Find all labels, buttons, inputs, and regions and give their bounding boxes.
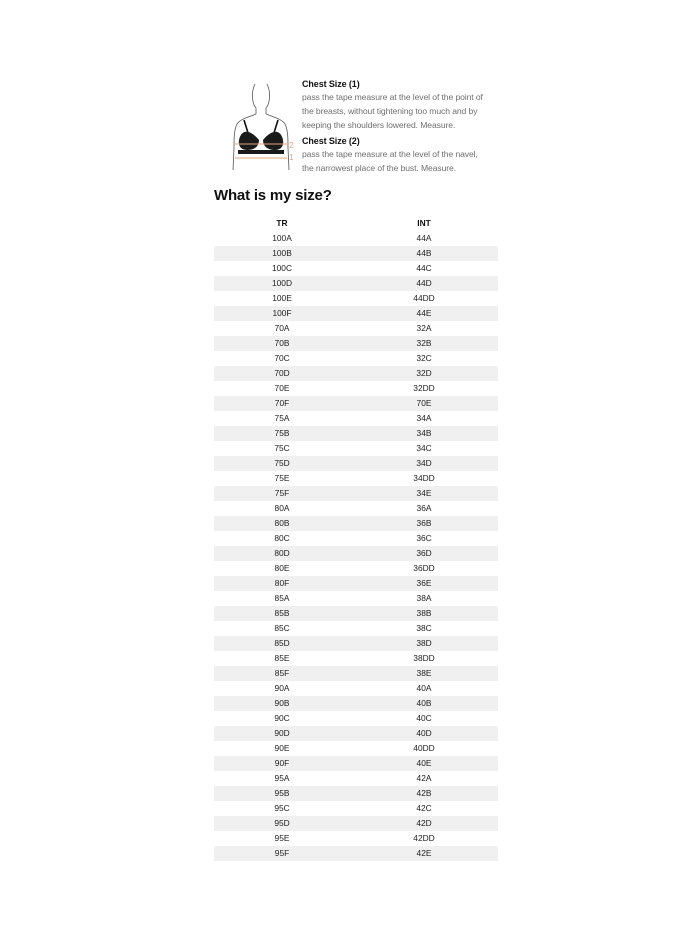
- tr-size-cell: 75C: [274, 443, 290, 453]
- int-size-cell: 42DD: [413, 833, 435, 843]
- chest-size-2-line: pass the tape measure at the level of the navel,: [302, 148, 478, 159]
- int-size-cell: 32B: [350, 336, 498, 351]
- tr-size-cell: 85A: [274, 593, 290, 603]
- table-row: [214, 441, 498, 456]
- tr-size-cell: 75E: [274, 473, 290, 483]
- tr-size-cell: 80A: [274, 503, 290, 513]
- tr-size-cell: 75A: [274, 413, 290, 423]
- tr-size-cell: 100C: [271, 263, 293, 273]
- int-size-cell: 42D: [350, 816, 498, 831]
- table-row: [214, 666, 498, 681]
- table-row: [214, 651, 498, 666]
- int-size-cell: 70E: [350, 396, 498, 411]
- table-row: [214, 411, 498, 426]
- table-row: [214, 231, 498, 246]
- int-size-cell: 44E: [350, 306, 498, 321]
- tr-size-cell: 80D: [214, 546, 350, 561]
- table-row: [214, 246, 498, 261]
- tr-size-cell: 75B: [214, 426, 350, 441]
- tr-size-cell: 85B: [214, 606, 350, 621]
- tr-size-cell: 90D: [214, 726, 350, 741]
- size-table-body: [214, 231, 498, 861]
- int-size-cell: 40DD: [413, 743, 435, 753]
- tr-size-cell: 80C: [274, 533, 290, 543]
- chest-size-1-block: [302, 78, 517, 133]
- int-size-cell: 42E: [350, 846, 498, 861]
- int-size-cell: 36D: [350, 546, 498, 561]
- table-row: [214, 591, 498, 606]
- int-size-cell: 36C: [416, 533, 432, 543]
- int-size-cell: 44A: [416, 233, 432, 243]
- tr-size-cell: 100E: [272, 293, 292, 303]
- table-row: [214, 561, 498, 576]
- int-size-cell: 36A: [416, 503, 432, 513]
- int-size-cell: 42A: [416, 773, 432, 783]
- tr-size-cell: 100F: [214, 306, 350, 321]
- int-size-cell: 32DD: [413, 383, 435, 393]
- int-size-cell: 38D: [350, 636, 498, 651]
- table-row: [214, 816, 498, 831]
- int-size-cell: 32D: [350, 366, 498, 381]
- chest-size-1-line: pass the tape measure at the level of the point of: [302, 92, 483, 102]
- tr-size-cell: 95D: [214, 816, 350, 831]
- int-size-cell: 38DD: [413, 653, 435, 663]
- chest-size-1-title: Chest Size (1): [302, 79, 360, 89]
- table-row: [214, 471, 498, 486]
- table-row: [214, 801, 498, 816]
- tr-size-cell: 100A: [272, 233, 292, 243]
- table-row: [214, 576, 498, 591]
- table-row: [214, 426, 498, 441]
- tr-size-cell: 70C: [274, 353, 290, 363]
- table-row: [214, 756, 498, 771]
- table-row: [214, 846, 498, 861]
- int-size-cell: 32A: [416, 323, 432, 333]
- tr-size-cell: 80E: [274, 563, 290, 573]
- tr-size-cell: 70D: [214, 366, 350, 381]
- int-size-cell: 40C: [416, 713, 432, 723]
- size-heading: What is my size?: [214, 187, 332, 204]
- tr-size-cell: 95E: [274, 833, 290, 843]
- chest-size-2-title: Chest Size (2): [302, 135, 360, 146]
- int-size-cell: 44B: [350, 246, 498, 261]
- int-size-cell: 36B: [350, 516, 498, 531]
- table-row: [214, 456, 498, 471]
- int-size-cell: 40A: [416, 683, 432, 693]
- column-header-int: INT: [417, 218, 431, 228]
- table-row: [214, 321, 498, 336]
- tr-size-cell: 90C: [274, 713, 290, 723]
- column-header-tr: TR: [276, 218, 288, 228]
- int-size-cell: 40E: [350, 756, 498, 771]
- int-size-cell: 40D: [350, 726, 498, 741]
- table-header-row: [214, 216, 498, 231]
- int-size-cell: 36DD: [413, 563, 435, 573]
- table-row: [214, 366, 498, 381]
- table-row: [214, 516, 498, 531]
- tr-size-cell: 95B: [214, 786, 350, 801]
- size-table: [214, 216, 498, 861]
- int-size-cell: 34A: [416, 413, 432, 423]
- table-row: [214, 396, 498, 411]
- chest-size-1-line: the breasts, without tightening too much and by: [302, 106, 478, 117]
- table-row: [214, 531, 498, 546]
- tr-size-cell: 70E: [274, 383, 290, 393]
- tr-size-cell: 85C: [274, 623, 290, 633]
- tr-size-cell: 95F: [214, 846, 350, 861]
- tr-size-cell: 70B: [214, 336, 350, 351]
- int-size-cell: 38E: [350, 666, 498, 681]
- tr-size-cell: 95A: [274, 773, 290, 783]
- table-row: [214, 486, 498, 501]
- table-row: [214, 546, 498, 561]
- tr-size-cell: 80B: [214, 516, 350, 531]
- int-size-cell: 44D: [350, 276, 498, 291]
- tr-size-cell: 90F: [214, 756, 350, 771]
- tr-size-cell: 90A: [274, 683, 290, 693]
- table-row: [214, 336, 498, 351]
- measurement-guide: [225, 78, 515, 178]
- tr-size-cell: 90B: [214, 696, 350, 711]
- int-size-cell: 44C: [416, 263, 432, 273]
- int-size-cell: 36E: [350, 576, 498, 591]
- table-row: [214, 636, 498, 651]
- chest-size-2-line: the narrowest place of the bust. Measure.: [302, 162, 457, 173]
- int-size-cell: 42B: [350, 786, 498, 801]
- table-row: [214, 711, 498, 726]
- int-size-cell: 44DD: [413, 293, 435, 303]
- tr-size-cell: 70A: [274, 323, 290, 333]
- figure-label-1: 1: [289, 153, 294, 162]
- int-size-cell: 40B: [350, 696, 498, 711]
- table-row: [214, 351, 498, 366]
- tr-size-cell: 85E: [274, 653, 290, 663]
- tr-size-cell: 70F: [214, 396, 350, 411]
- table-row: [214, 696, 498, 711]
- int-size-cell: 32C: [416, 353, 432, 363]
- int-size-cell: 34D: [350, 456, 498, 471]
- table-row: [214, 621, 498, 636]
- table-row: [214, 501, 498, 516]
- table-row: [214, 606, 498, 621]
- table-row: [214, 741, 498, 756]
- table-row: [214, 291, 498, 306]
- table-row: [214, 306, 498, 321]
- table-row: [214, 771, 498, 786]
- body-measurement-figure: [225, 78, 295, 174]
- tr-size-cell: 85D: [214, 636, 350, 651]
- table-row: [214, 381, 498, 396]
- table-row: [214, 681, 498, 696]
- int-size-cell: 42C: [416, 803, 432, 813]
- tr-size-cell: 90E: [274, 743, 290, 753]
- tr-size-cell: 100B: [214, 246, 350, 261]
- int-size-cell: 34B: [350, 426, 498, 441]
- tr-size-cell: 75D: [214, 456, 350, 471]
- tr-size-cell: 80F: [214, 576, 350, 591]
- table-row: [214, 831, 498, 846]
- int-size-cell: 38B: [350, 606, 498, 621]
- table-row: [214, 726, 498, 741]
- table-row: [214, 276, 498, 291]
- int-size-cell: 38C: [416, 623, 432, 633]
- tr-size-cell: 95C: [274, 803, 290, 813]
- chest-size-1-line: keeping the shoulders lowered. Measure.: [302, 120, 456, 131]
- table-row: [214, 786, 498, 801]
- tr-size-cell: 85F: [214, 666, 350, 681]
- table-row: [214, 261, 498, 276]
- int-size-cell: 38A: [416, 593, 432, 603]
- int-size-cell: 34DD: [413, 473, 435, 483]
- guide-text: [302, 78, 517, 176]
- tr-size-cell: 75F: [214, 486, 350, 501]
- chest-size-2-block: [302, 135, 517, 175]
- int-size-cell: 34C: [416, 443, 432, 453]
- figure-label-2: 2: [289, 141, 294, 150]
- tr-size-cell: 100D: [214, 276, 350, 291]
- int-size-cell: 34E: [350, 486, 498, 501]
